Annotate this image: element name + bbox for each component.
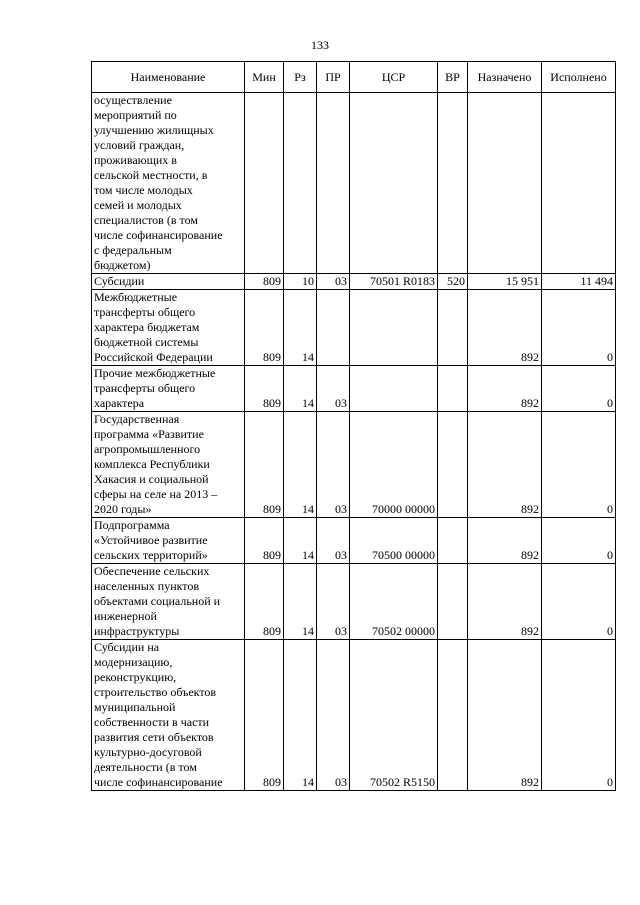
row-min: 809: [245, 274, 284, 290]
header-rz: Рз: [284, 62, 317, 93]
header-csr: ЦСР: [350, 62, 438, 93]
row-name: Субсидии на модернизацию, реконструкцию, строительство объектов муниципальной собственности в части развития сети объектов культурно-досуговой деятельности (в том числе софинансирование: [92, 640, 245, 791]
table-row: [92, 93, 616, 274]
row-csr: [350, 290, 438, 366]
row-vr: [438, 518, 468, 564]
row-min: 809: [245, 640, 284, 791]
row-csr: 70502 00000: [350, 564, 438, 640]
row-assigned: [468, 93, 542, 274]
row-rz: 14: [284, 518, 317, 564]
row-pr: [317, 93, 350, 274]
row-assigned: 892: [468, 640, 542, 791]
table-row: [92, 274, 616, 290]
row-csr: 70502 R5150: [350, 640, 438, 791]
row-pr: 03: [317, 564, 350, 640]
header-pr: ПР: [317, 62, 350, 93]
table-row: [92, 640, 616, 791]
row-min: 809: [245, 518, 284, 564]
row-rz: 14: [284, 640, 317, 791]
row-rz: 14: [284, 564, 317, 640]
header-name: Наименование: [92, 62, 245, 93]
header-executed: Исполнено: [542, 62, 616, 93]
row-executed: 0: [542, 412, 616, 518]
row-name: Обеспечение сельских населенных пунктов объектами социальной и инженерной инфраструктуры: [92, 564, 245, 640]
table-row: [92, 518, 616, 564]
table-row: [92, 412, 616, 518]
row-pr: 03: [317, 274, 350, 290]
table-header: [92, 62, 616, 93]
row-csr: 70501 R0183: [350, 274, 438, 290]
row-executed: 0: [542, 518, 616, 564]
row-executed: 0: [542, 290, 616, 366]
row-executed: 11 494: [542, 274, 616, 290]
row-vr: [438, 290, 468, 366]
header-row: [92, 62, 616, 93]
table-row: [92, 564, 616, 640]
row-rz: 14: [284, 366, 317, 412]
header-assigned: Назначено: [468, 62, 542, 93]
row-assigned: 892: [468, 564, 542, 640]
row-min: 809: [245, 366, 284, 412]
row-assigned: 892: [468, 290, 542, 366]
table-row: [92, 290, 616, 366]
row-min: 809: [245, 412, 284, 518]
row-executed: 0: [542, 366, 616, 412]
row-min: [245, 93, 284, 274]
row-name: Подпрограмма «Устойчивое развитие сельских территорий»: [92, 518, 245, 564]
row-vr: 520: [438, 274, 468, 290]
row-pr: 03: [317, 366, 350, 412]
row-vr: [438, 93, 468, 274]
row-pr: 03: [317, 518, 350, 564]
row-name: Субсидии: [92, 274, 245, 290]
row-name: Прочие межбюджетные трансферты общего характера: [92, 366, 245, 412]
row-rz: 10: [284, 274, 317, 290]
row-name: осуществление мероприятий по улучшению жилищных условий граждан, проживающих в сельской местности, в том числе молодых семей и молодых специалистов (в том числе софинансирование с федеральным бюджетом): [92, 93, 245, 274]
row-name: Государственная программа «Развитие агропромышленного комплекса Республики Хакасия и социальной сферы на селе на 2013 – 2020 годы»: [92, 412, 245, 518]
row-assigned: 892: [468, 366, 542, 412]
row-assigned: 892: [468, 518, 542, 564]
row-csr: [350, 93, 438, 274]
row-pr: 03: [317, 640, 350, 791]
row-pr: 03: [317, 412, 350, 518]
row-vr: [438, 366, 468, 412]
row-executed: 0: [542, 564, 616, 640]
row-min: 809: [245, 290, 284, 366]
row-csr: 70000 00000: [350, 412, 438, 518]
row-vr: [438, 564, 468, 640]
header-vr: ВР: [438, 62, 468, 93]
budget-table: [91, 61, 616, 791]
row-rz: 14: [284, 412, 317, 518]
row-name: Межбюджетные трансферты общего характера бюджетам бюджетной системы Российской Федерации: [92, 290, 245, 366]
row-executed: [542, 93, 616, 274]
row-pr: [317, 290, 350, 366]
row-assigned: 892: [468, 412, 542, 518]
row-assigned: 15 951: [468, 274, 542, 290]
row-csr: 70500 00000: [350, 518, 438, 564]
table-row: [92, 366, 616, 412]
header-min: Мин: [245, 62, 284, 93]
row-vr: [438, 412, 468, 518]
row-vr: [438, 640, 468, 791]
row-rz: [284, 93, 317, 274]
page-number: 133: [311, 38, 329, 52]
row-csr: [350, 366, 438, 412]
row-executed: 0: [542, 640, 616, 791]
row-rz: 14: [284, 290, 317, 366]
table-body: [92, 93, 616, 791]
row-min: 809: [245, 564, 284, 640]
